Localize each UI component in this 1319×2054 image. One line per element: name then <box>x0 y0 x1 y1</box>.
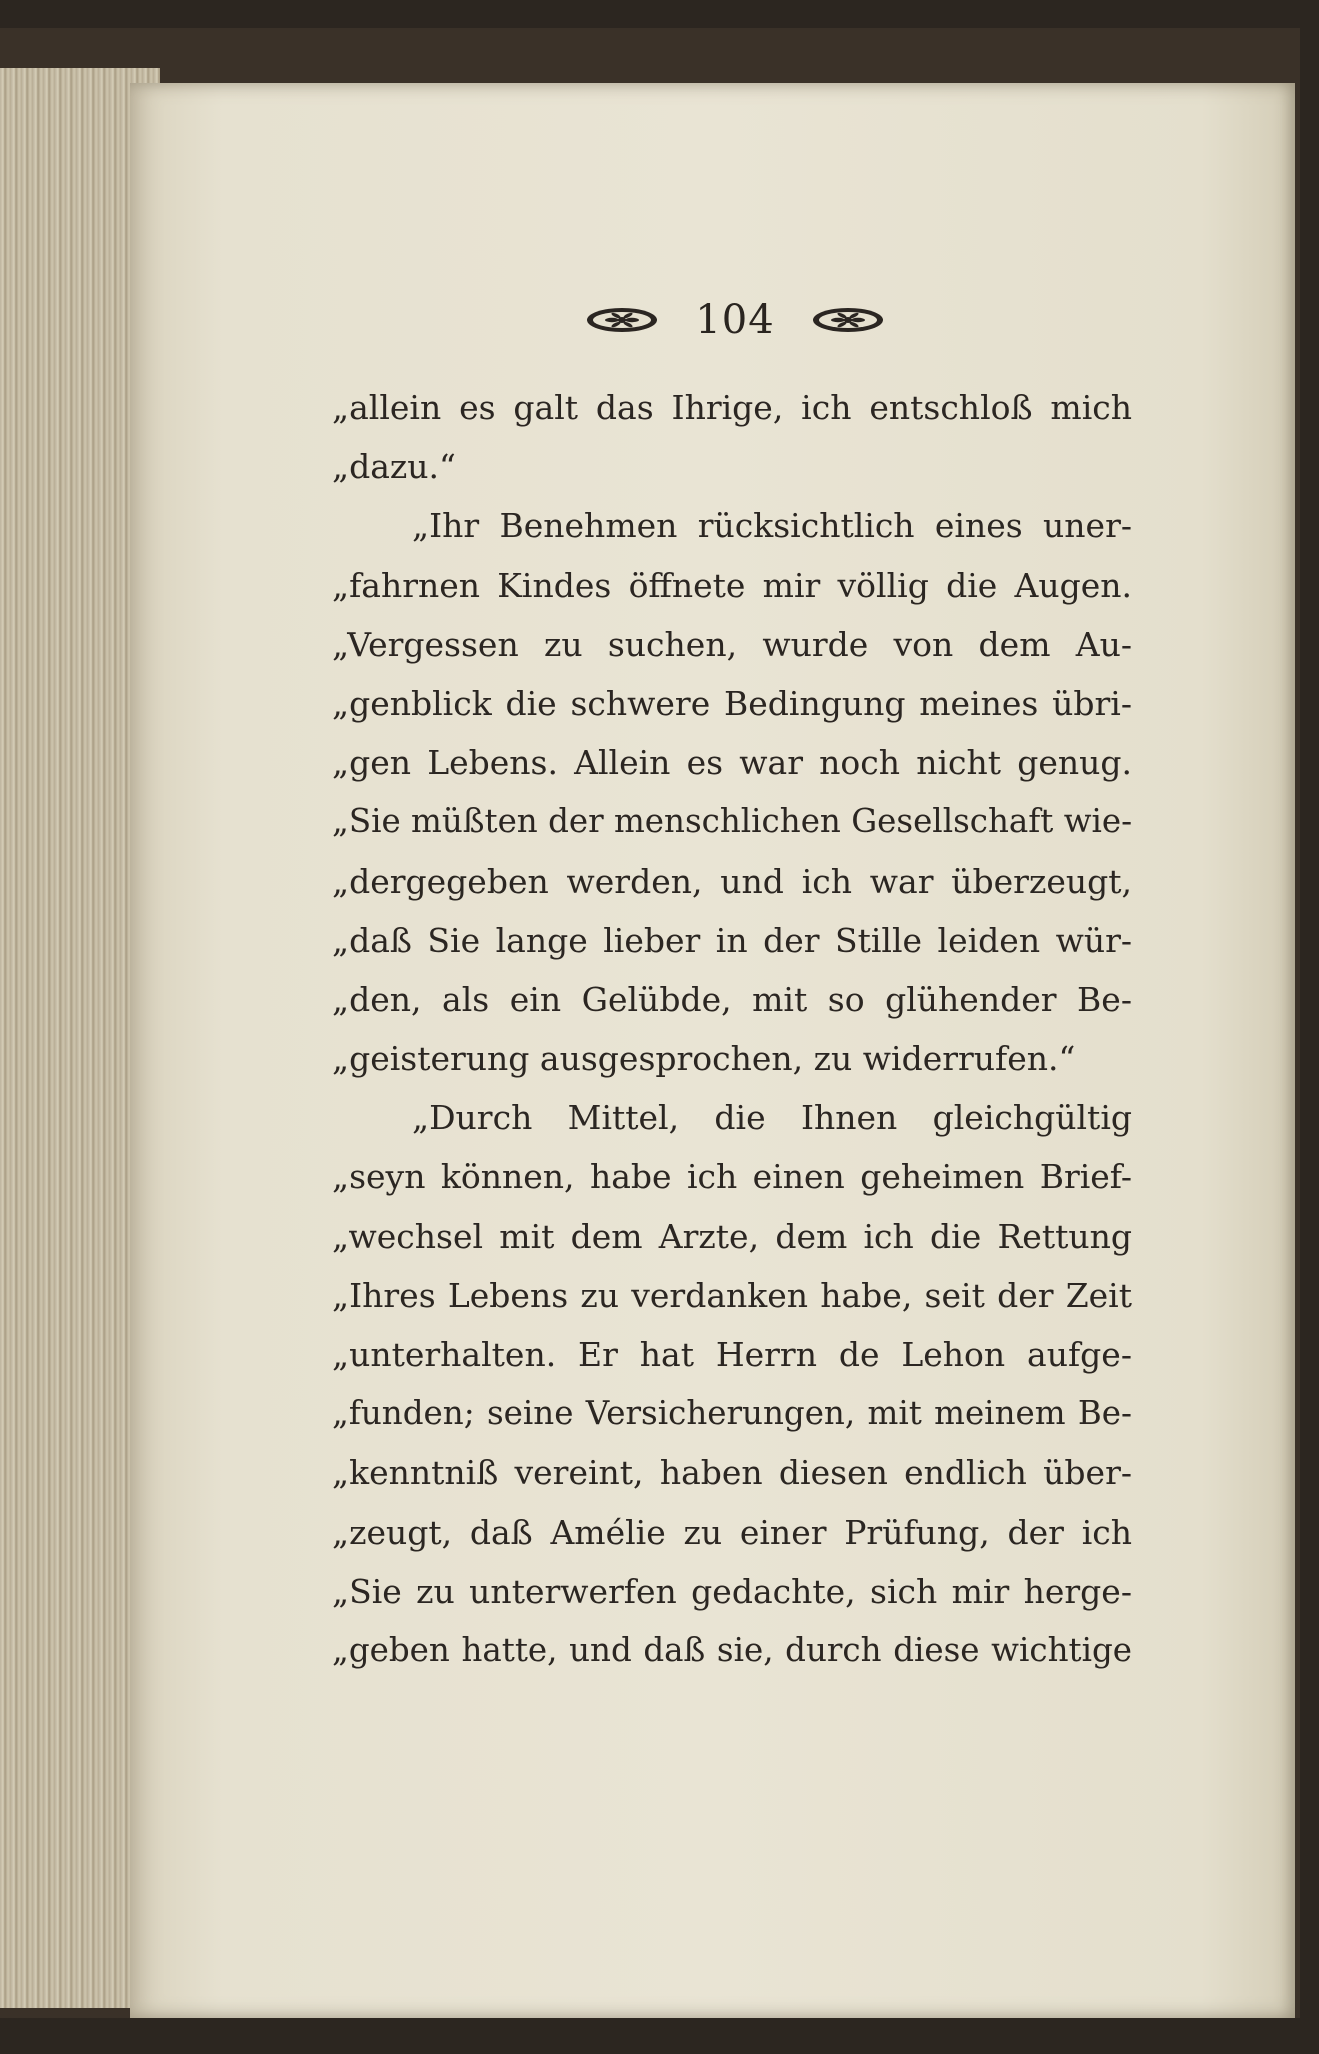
body-text <box>332 378 1132 1680</box>
text-line: „Ihres Lebens zu verdanken habe, seit der Zeit <box>332 1275 1132 1315</box>
text-line: „wechsel mit dem Arzte, dem ich die Rettung <box>332 1216 1132 1256</box>
page-number: 104 <box>695 297 775 343</box>
text-line: „geisterung ausgesprochen, zu widerrufen.“ <box>332 1039 1076 1079</box>
text-line: „den, als ein Gelübde, mit so glühender Be- <box>332 979 1132 1019</box>
page-header <box>585 292 885 348</box>
text-line: „Ihr Benehmen rücksichtlich eines uner- <box>412 506 1132 546</box>
text-line: „geben hatte, und daß sie, durch diese wichtige <box>332 1630 1132 1669</box>
text-line: „Sie müßten der menschlichen Gesellschaft wie- <box>332 802 1133 841</box>
text-line: „allein es galt das Ihrige, ich entschloß mich <box>332 388 1132 427</box>
text-line: „fahrnen Kindes öffnete mir völlig die Augen. <box>332 565 1132 605</box>
text-line: „Durch Mittel, die Ihnen gleichgültig <box>412 1098 1132 1138</box>
text-line: „genblick die schwere Bedingung meines übri- <box>332 683 1132 723</box>
text-line: „seyn können, habe ich einen geheimen Brief- <box>332 1157 1132 1197</box>
rosette-ornament-icon <box>811 305 885 335</box>
text-line: „dergegeben werden, und ich war überzeugt, <box>332 861 1132 901</box>
text-line: „zeugt, daß Amélie zu einer Prüfung, der ich <box>332 1512 1132 1552</box>
rosette-ornament-icon <box>585 305 659 335</box>
text-line: „gen Lebens. Allein es war noch nicht genug. <box>332 743 1132 783</box>
text-line: „kenntniß vereint, haben diesen endlich über- <box>332 1453 1132 1493</box>
text-line: „unterhalten. Er hat Herrn de Lehon aufge- <box>332 1335 1132 1374</box>
text-line: „daß Sie lange lieber in der Stille leiden wür- <box>332 920 1132 960</box>
text-line: „dazu.“ <box>332 447 456 487</box>
text-line: „funden; seine Versicherungen, mit meinem Be- <box>332 1394 1132 1433</box>
text-line: „Sie zu unterwerfen gedachte, sich mir herge- <box>332 1571 1132 1611</box>
text-line: „Vergessen zu suchen, wurde von dem Au- <box>332 624 1132 664</box>
